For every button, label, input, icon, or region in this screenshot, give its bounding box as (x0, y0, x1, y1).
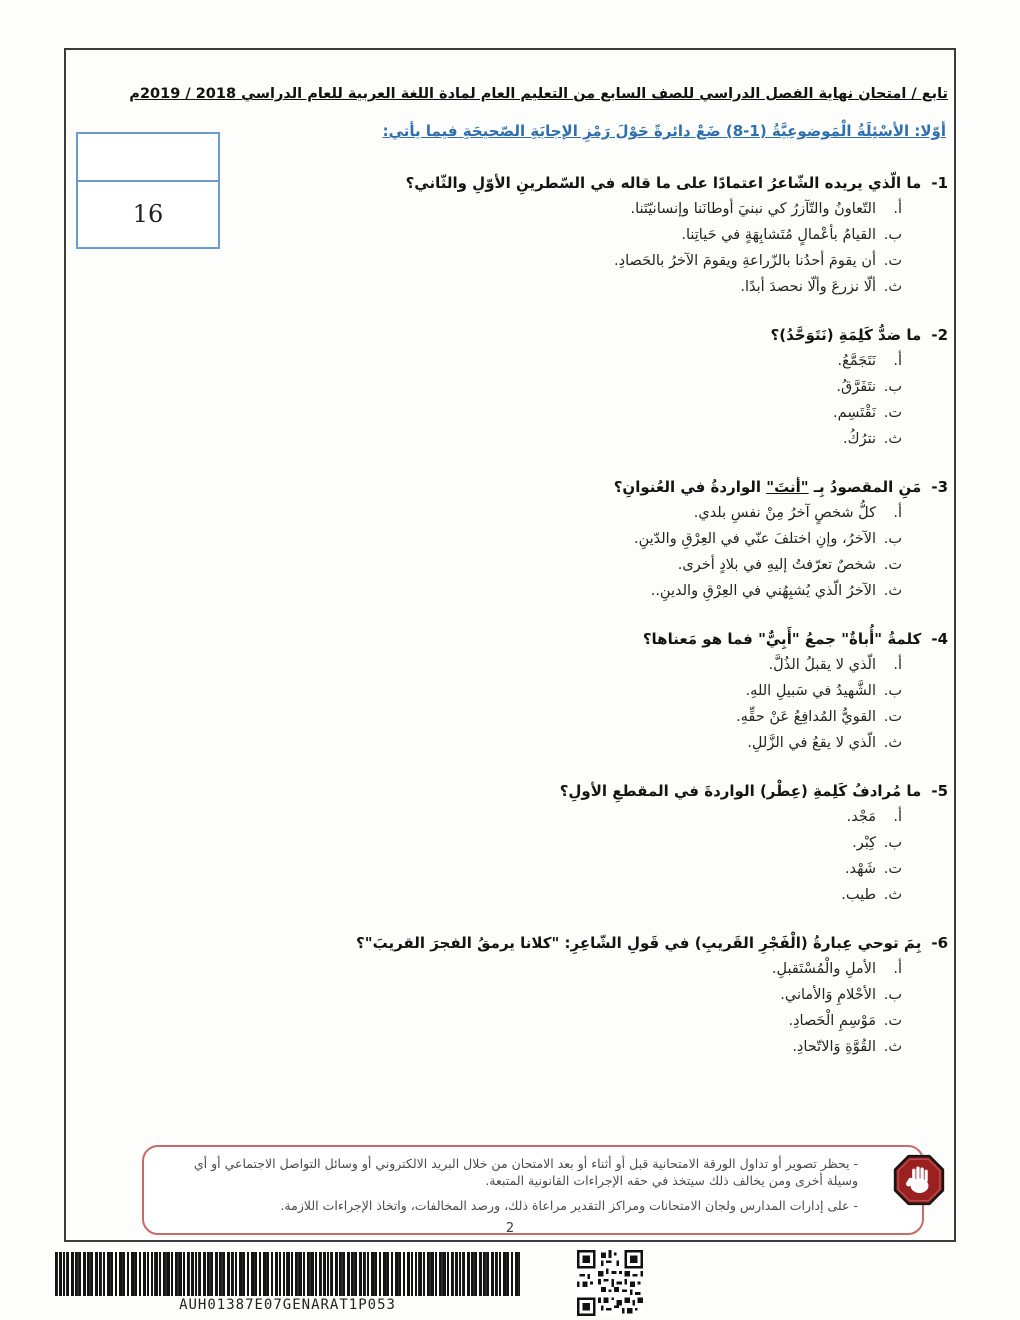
option-text: الّذي لا يقبلُ الذُلَّ. (768, 657, 876, 673)
question-title (72, 626, 948, 652)
question-title (72, 474, 948, 500)
option-text: أن يقومَ أحدُنا بالزّراعةِ ويقومَ الآخرُ بالحَصادِ. (614, 253, 876, 269)
answer-option (72, 804, 948, 830)
question-number: 6- (931, 934, 948, 952)
option-text: ألّا نزرعَ وألّا نحصدَ أبدًا. (740, 279, 876, 295)
option-letter: ب. (883, 227, 902, 243)
question-text: ما الّذي يريده الشّاعرُ اعتمادًا على ما قاله في السّطرينِ الأوّلِ والثّاني؟ (405, 174, 922, 192)
question-text: مَنِ المقصودُ بِـ "أنتَ" الواردةُ في العُنوانِ؟ (613, 478, 922, 496)
question-title (72, 778, 948, 804)
question-title (72, 322, 948, 348)
option-text: طيب. (841, 887, 876, 903)
barcode-bars (55, 1252, 520, 1296)
option-letter: ت. (883, 861, 902, 877)
option-text: شَهْد. (844, 861, 876, 877)
option-text: الآخرُ، وإنِ اختلفَ عنّي في العِرْقِ والدّينِ. (633, 531, 876, 547)
option-text: نَقْتَسِم. (833, 405, 876, 421)
option-text: نتَفَرَّقُ. (836, 379, 876, 395)
answer-option (72, 882, 948, 908)
question-number: 3- (931, 478, 948, 496)
answer-option (72, 704, 948, 730)
option-letter: أ. (893, 657, 902, 673)
option-letter: ث. (883, 735, 902, 751)
question-title (72, 930, 948, 956)
option-text: الأملِ والْمُسْتَقبلِ. (771, 961, 876, 977)
answer-option (72, 1034, 948, 1060)
option-text: التّعاونُ والتّآزرُ كي نبنيَ أوطانَنا وإنسانيّتَنا. (630, 201, 876, 217)
question-text: ما ضدُّ كَلِمَةِ (نَتَوَحَّدُ)؟ (770, 326, 922, 344)
option-letter: ث. (883, 887, 902, 903)
option-letter: ت. (883, 557, 902, 573)
answer-option (72, 426, 948, 452)
option-letter: ث. (883, 1039, 902, 1055)
question-title (72, 170, 948, 196)
option-letter: أ. (893, 353, 902, 369)
answer-option (72, 500, 948, 526)
answer-option (72, 578, 948, 604)
question-text: كلمةُ "أُباةٌ" جمعُ "أَبِيٌّ" فما هو مَعناها؟ (642, 630, 922, 648)
answer-option (72, 348, 948, 374)
section-instruction: أوّلا: الأسْئِلَةُ الْمَوضوعِيَّةُ (1‏-‏8) ضَعْ دائرةً حَوْلَ رَمْزِ الإجابَةِ الصّحيحَةِ فيما يأتي: (382, 122, 946, 140)
answer-option (72, 400, 948, 426)
answer-option (72, 730, 948, 756)
option-letter: أ. (893, 961, 902, 977)
option-text: الّذي لا يقعُ في الزَّللِ. (747, 735, 876, 751)
question-number: 5- (931, 782, 948, 800)
page-border-frame (64, 48, 956, 1242)
warning-line-1: - يحظر تصوير أو تداول الورقة الامتحانية قبل أو أثناء أو بعد الامتحان من خلال البريد الالكتروني أو وسائل التواصل الاجتماعي أو أي وسيلة أخرى ومن يخالف ذلك سيتخذ في حقه الإجراءات القانونية المتبعة. (193, 1156, 858, 1188)
question-number: 1- (931, 174, 948, 192)
option-letter: ت. (883, 1013, 902, 1029)
warning-line-2: - على إدارات المدارس ولجان الامتحانات ومراكز التقدير مراعاة ذلك، ورصد المخالفات، واتخاذ الإجراءات اللازمة. (280, 1198, 858, 1213)
option-text: الآخرُ الّذي يُشبِهُني في العِرْقِ والدينِ.. (650, 583, 876, 599)
question-text: ما مُرادفُ كَلِمةِ (عِطْر) الواردةَ في المقطعِ الأولِ؟ (559, 782, 922, 800)
option-text: شخصٌ تعرّفتُ إليهِ في بلادٍ أخرى. (677, 557, 876, 573)
option-text: كلُّ شخصٍ آخرُ مِنْ نفسِ بلدي. (693, 505, 876, 521)
answer-option (72, 552, 948, 578)
answer-option (72, 248, 948, 274)
option-text: الأحْلامِ وَالأماني. (780, 987, 876, 1003)
answer-option (72, 222, 948, 248)
option-text: كِبْر. (852, 835, 876, 851)
option-letter: أ. (893, 201, 902, 217)
answer-option (72, 830, 948, 856)
stop-hand-icon (892, 1153, 946, 1207)
answer-option (72, 982, 948, 1008)
questions-list (72, 170, 948, 1082)
question-block (72, 322, 948, 452)
question-block (72, 930, 948, 1060)
exam-header-title: تابع / امتحان نهاية الفصل الدراسي للصف السابع من التعليم العام لمادة اللغة العربية للعام الدراسي 2018 ‏/‏ 2019م (129, 86, 948, 102)
warning-text (144, 1147, 922, 1228)
option-letter: ب. (883, 379, 902, 395)
option-letter: ت. (883, 253, 902, 269)
question-block (72, 170, 948, 300)
question-block (72, 626, 948, 756)
answer-option (72, 274, 948, 300)
option-text: نَتَجَمَّعُ. (837, 353, 876, 369)
answer-option (72, 652, 948, 678)
option-letter: ت. (883, 405, 902, 421)
question-text: بِمَ توحي عِبارةُ (الْفَجْرِ القَريبِ) في قَولِ الشّاعِرِ: "كلانا يرمقُ الفجرَ القريبَ"؟ (356, 934, 922, 952)
option-letter: ب. (883, 835, 902, 851)
barcode-text: AUH01387E07GENARAT1P053 (179, 1297, 396, 1313)
score-box-value: 16 (132, 199, 164, 228)
question-number: 4- (931, 630, 948, 648)
option-text: القيامُ بأعْمالٍ مُتَشابِهَةٍ في حَياتِنا. (681, 227, 876, 243)
option-letter: أ. (893, 505, 902, 521)
option-letter: ب. (883, 683, 902, 699)
answer-option (72, 374, 948, 400)
option-text: نترُكُ. (843, 431, 876, 447)
option-text: مَوْسِمِ الْحَصادِ. (788, 1013, 876, 1029)
page-number: 2 (505, 1221, 515, 1236)
answer-option (72, 856, 948, 882)
answer-option (72, 956, 948, 982)
question-number: 2- (931, 326, 948, 344)
answer-option (72, 678, 948, 704)
question-block (72, 474, 948, 604)
option-letter: ب. (883, 531, 902, 547)
underlined-word: "أنتَ" (766, 478, 809, 496)
option-text: مَجْد. (846, 809, 876, 825)
answer-option (72, 196, 948, 222)
answer-option (72, 526, 948, 552)
option-text: القويُّ المُدافِعُ عَنْ حقِّهِ. (736, 709, 876, 725)
option-letter: ث. (883, 431, 902, 447)
question-block (72, 778, 948, 908)
option-letter: أ. (893, 809, 902, 825)
option-text: القُوَّةِ وَالاتّحادِ. (792, 1039, 876, 1055)
option-text: الشَّهيدُ في سَبيلِ اللهِ. (745, 683, 876, 699)
qr-code (577, 1250, 643, 1316)
option-letter: ث. (883, 279, 902, 295)
option-letter: ث. (883, 583, 902, 599)
option-letter: ت. (883, 709, 902, 725)
answer-option (72, 1008, 948, 1034)
barcode (55, 1252, 520, 1313)
option-letter: ب. (883, 987, 902, 1003)
